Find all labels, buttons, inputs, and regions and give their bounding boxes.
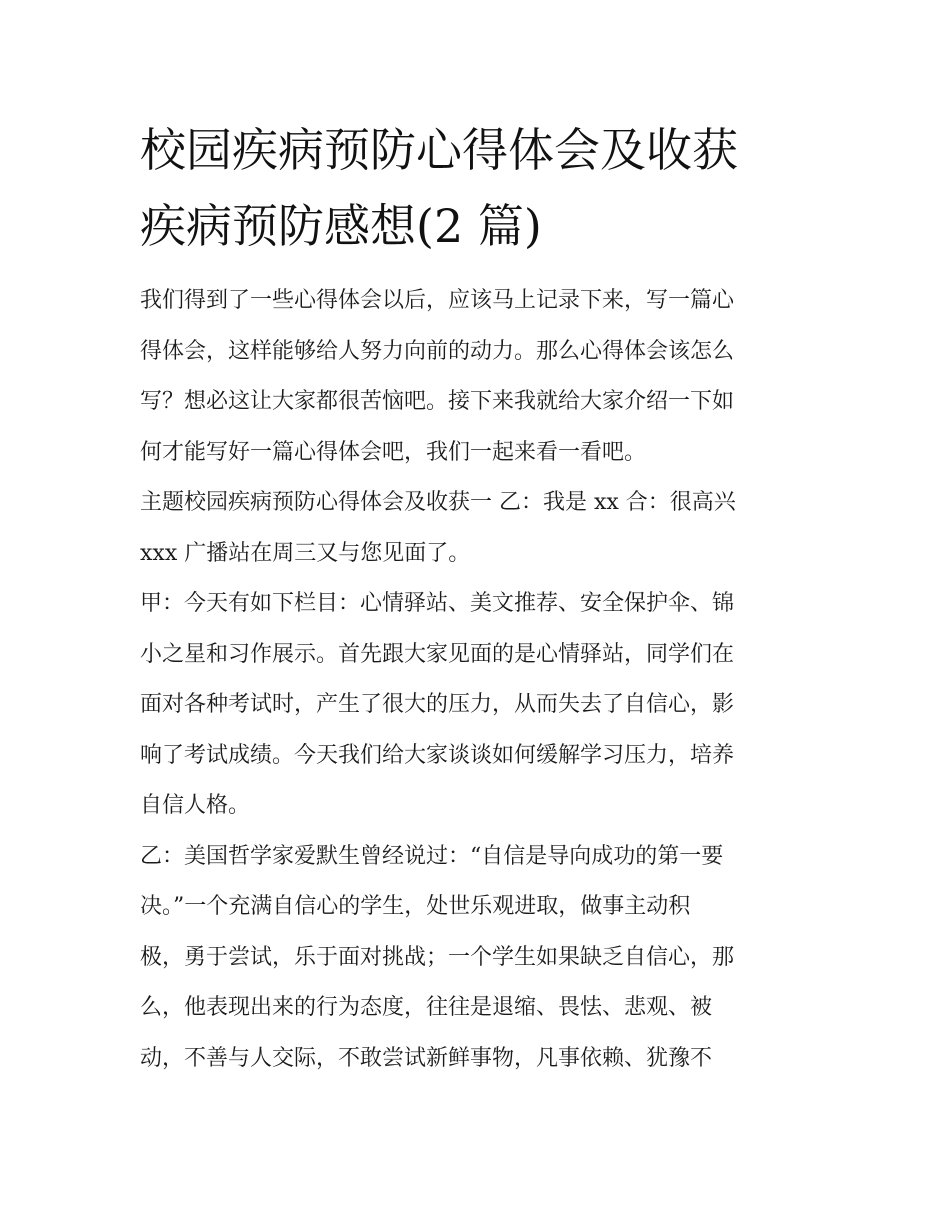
text-line: xxx 广播站在周三又与您见面了。 bbox=[140, 540, 471, 566]
text-line: 动，不善与人交际，不敢尝试新鲜事物，凡事依赖、犹豫不 bbox=[140, 1045, 713, 1071]
text-line: 甲：今天有如下栏目：心情驿站、美文推荐、安全保护伞、锦 bbox=[140, 591, 735, 616]
title-line-1: 校园疾病预防心得体会及收获 bbox=[140, 123, 738, 177]
text-line: 乙：美国哲学家爱默生曾经说过：“自信是导向成功的第一要 bbox=[140, 843, 724, 869]
paragraph-intro bbox=[140, 276, 820, 478]
paragraph-topic bbox=[140, 478, 820, 579]
document-title bbox=[140, 112, 820, 264]
document-body bbox=[140, 276, 820, 1084]
text-line: 何才能写好一篇心得体会吧，我们一起来看一看吧。 bbox=[140, 439, 647, 465]
text-line: 自信人格。 bbox=[140, 793, 251, 818]
text-line: 写？想必这让大家都很苦恼吧。接下来我就给大家介绍一下如 bbox=[140, 389, 735, 414]
text-line: 我们得到了一些心得体会以后，应该马上记录下来，写一篇心 bbox=[140, 288, 735, 313]
paragraph-columns bbox=[140, 579, 820, 832]
document-page bbox=[140, 112, 820, 1084]
text-line: 面对各种考试时，产生了很大的压力，从而失去了自信心，影 bbox=[140, 692, 735, 717]
text-line: 主题校园疾病预防心得体会及收获一 乙：我是 xx 合：很高兴 bbox=[140, 490, 736, 515]
text-line: 么，他表现出来的行为态度，往往是退缩、畏怯、悲观、被 bbox=[140, 995, 713, 1020]
text-line: 小之星和习作展示。首先跟大家见面的是心情驿站，同学们在 bbox=[140, 641, 735, 667]
text-line: 极，勇于尝试，乐于面对挑战；一个学生如果缺乏自信心，那 bbox=[140, 944, 735, 970]
paragraph-confidence bbox=[140, 832, 820, 1085]
text-line: 决。”一个充满自信心的学生，处世乐观进取，做事主动积 bbox=[140, 894, 691, 919]
text-line: 得体会，这样能够给人努力向前的动力。那么心得体会该怎么 bbox=[140, 338, 735, 364]
text-line: 响了考试成绩。今天我们给大家谈谈如何缓解学习压力，培养 bbox=[140, 742, 735, 768]
title-line-2: 疾病预防感想(2 篇) bbox=[140, 199, 542, 253]
